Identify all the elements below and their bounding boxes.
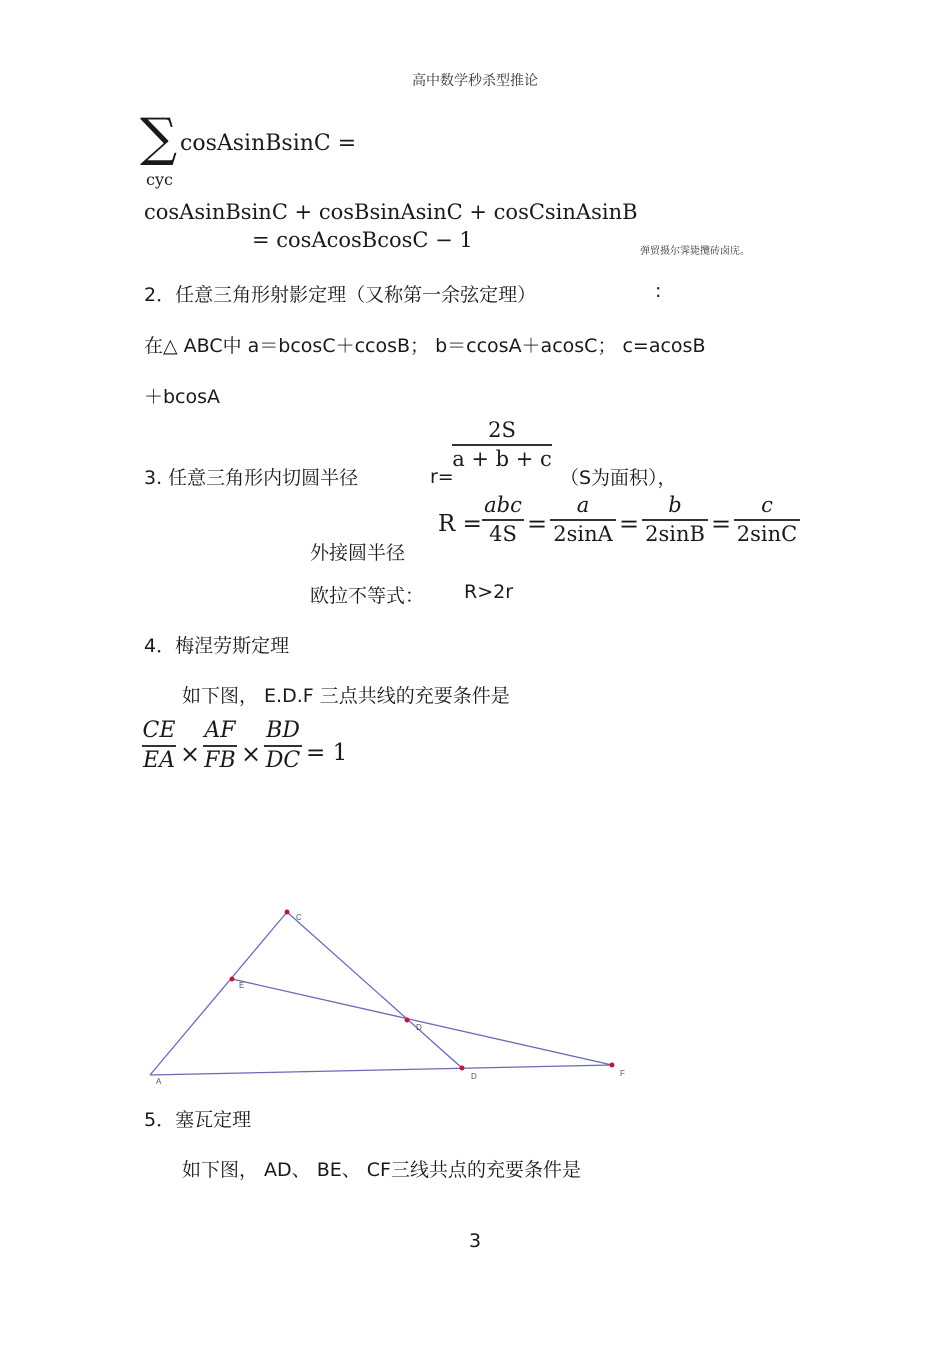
segment-CB (287, 912, 462, 1068)
fraction-denominator: 2sinA (553, 521, 613, 546)
equals-sign: = (619, 510, 640, 538)
fraction-denominator: FB (204, 747, 236, 773)
point-D (405, 1018, 410, 1023)
section2-title: 2．任意三角形射影定理（又称第一余弦定理） (144, 284, 537, 306)
menelaus-description: 如下图， E.D.F 三点共线的充要条件是 (182, 685, 510, 707)
fraction-numerator: abc (484, 493, 522, 517)
fraction-numerator: AF (204, 718, 236, 743)
fraction-numerator: c (761, 493, 773, 517)
menelaus-result: = 1 (306, 740, 348, 766)
section3-title: 3. 任意三角形内切圆半径 (144, 467, 359, 489)
inradius-note: （S为面积）， (560, 467, 677, 489)
point-F (610, 1063, 615, 1068)
label-E: E (239, 981, 245, 990)
label-C: C (296, 913, 302, 922)
fraction-denominator: 4S (489, 521, 517, 546)
point-E (230, 977, 235, 982)
projection-formula-line2: ＋bcosA (144, 386, 221, 408)
circumradius-label: 外接圆半径 (310, 542, 406, 564)
euler-inequality-value: R>2r (464, 581, 514, 603)
fraction-numerator: BD (266, 718, 300, 743)
inradius-numerator: 2S (488, 418, 516, 442)
point-B (460, 1066, 465, 1071)
page-header: 高中数学秒杀型推论 (412, 73, 538, 89)
segment-AC (150, 912, 287, 1075)
label-F: F (620, 1069, 625, 1078)
circumradius-R-eq: R = (438, 511, 482, 537)
sigma-symbol: ∑ (140, 108, 178, 168)
fraction-numerator: b (668, 493, 682, 517)
ceva-description: 如下图， AD、 BE、 CF三线共点的充要条件是 (182, 1159, 581, 1181)
sum-expansion-line2: = cosAcosBcosC − 1 (252, 228, 473, 252)
label-D: D (416, 1023, 422, 1032)
inradius-r-eq: r= (430, 466, 454, 488)
times-sign: × (241, 740, 262, 768)
page-number: 3 (468, 1230, 482, 1252)
section5-title: 5．塞瓦定理 (144, 1109, 252, 1131)
equals-sign: = (711, 510, 732, 538)
inradius-denominator: a + b + c (452, 446, 552, 471)
euler-inequality-label: 欧拉不等式： (310, 585, 425, 607)
sum-expansion-line1: cosAsinBsinC + cosBsinAsinC + cosCsinAsinB (144, 200, 638, 224)
section2-colon: : (655, 280, 662, 302)
fraction-denominator: DC (265, 747, 301, 773)
fraction-numerator: a (576, 493, 590, 517)
fraction-denominator: 2sinC (736, 521, 798, 546)
section4-title: 4．梅涅劳斯定理 (144, 635, 290, 657)
times-sign: × (180, 740, 201, 768)
garbled-note: 弹贸摄尔霁毙攬砖卤庑。 (640, 246, 750, 257)
segment-AF (150, 1065, 612, 1075)
label-A: A (156, 1077, 162, 1086)
fraction-numerator: CE (142, 718, 176, 743)
sum-lhs: cosAsinBsinC = (180, 131, 357, 156)
projection-formula-line1: 在△ ABC中 a＝bcosC＋ccosB； b＝ccosA＋acosC； c=acosB (144, 335, 706, 357)
label-B: D (471, 1072, 477, 1081)
point-C (285, 910, 290, 915)
fraction-denominator: EA (143, 747, 175, 773)
fraction-denominator: 2sinB (645, 521, 705, 546)
equals-sign: = (527, 510, 548, 538)
segment-EF (232, 979, 612, 1065)
sigma-subscript: cyc (146, 170, 173, 189)
